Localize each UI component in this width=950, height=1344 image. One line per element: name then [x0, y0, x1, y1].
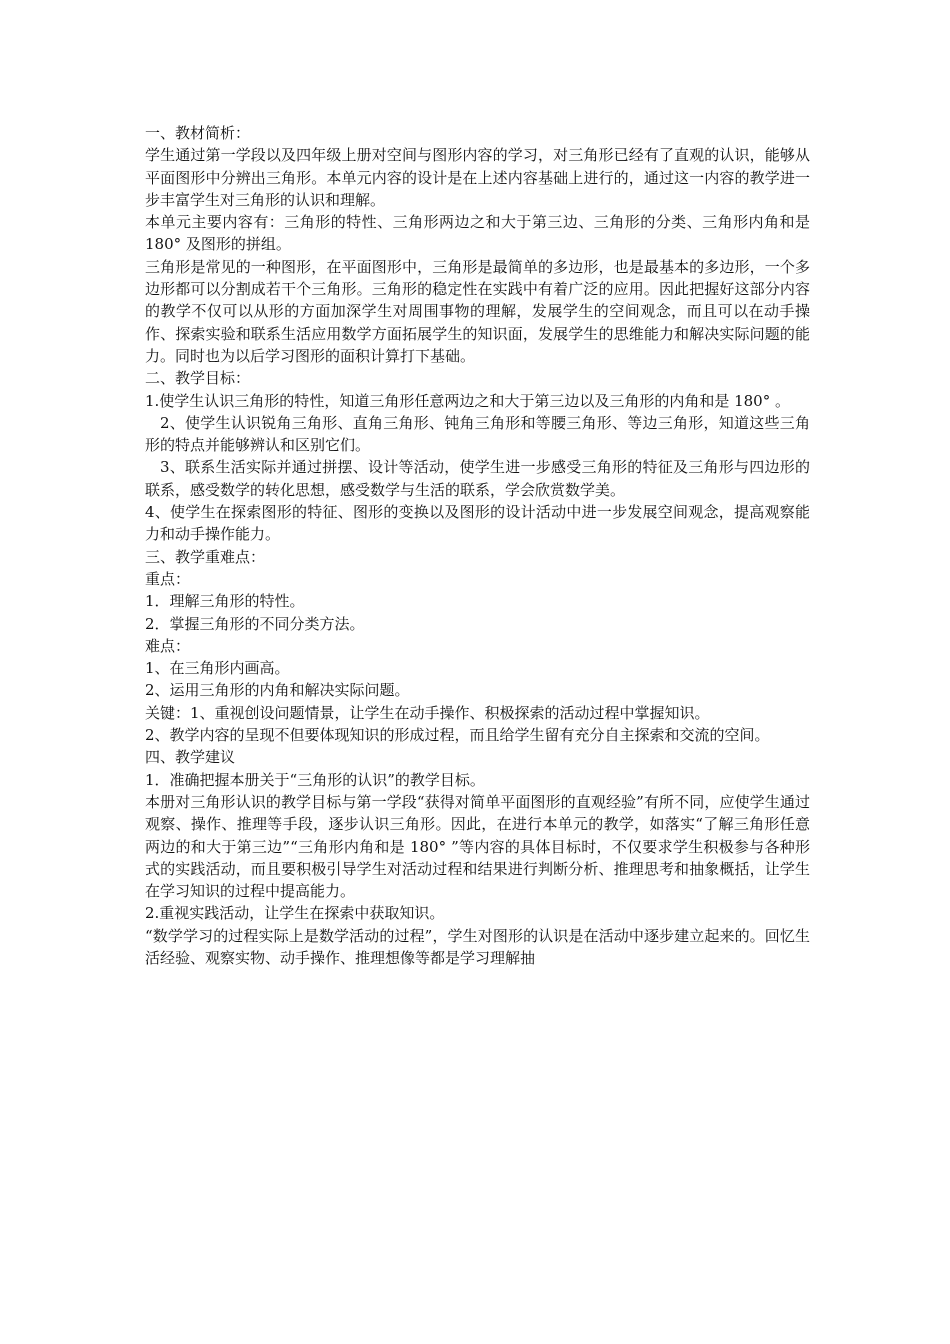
list-item: 2.重视实践活动，让学生在探索中获取知识。	[145, 904, 445, 923]
section-heading: 三、教学重难点：	[145, 547, 266, 566]
list-item: 1．理解三角形的特性。	[145, 592, 305, 611]
list-item: 1.使学生认识三角形的特性，知道三角形任意两边之和大于第三边以及三角形的内角和是 180° 。	[145, 391, 790, 410]
list-item: 1．准确把握本册关于“三角形的认识”的教学目标。	[145, 770, 485, 789]
paragraph: 三角形是常见的一种图形，在平面图形中，三角形是最简单的多边形，也是最基本的多边形，一个多边形都可以分割成若干个三角形。三角形的稳定性在实践中有着广泛的应用。因此把握好这部分内容的教学不仅可以从形的方面加深学生对周围事物的理解，发展学生的空间观念，而且可以在动手操作、探索实验和联系生活应用数学方面拓展学生的知识面，发展学生的思维能力和解决实际问题的能力。同时也为以后学习图形的面积计算打下基础。	[145, 257, 810, 365]
section-heading: 一、教材简析：	[145, 124, 251, 142]
list-item: 2、教学内容的呈现不但要体现知识的形成过程，而且给学生留有充分自主探索和交流的空间。	[145, 726, 770, 745]
paragraph: 本册对三角形认识的教学目标与第一学段“获得对简单平面图形的直观经验”有所不同，应使学生通过观察、操作、推理等手段，逐步认识三角形。因此，在进行本单元的教学，如落实“了解三角形任意两边的和大于第三边”“三角形内角和是 180° ”等内容的具体目标时，不仅要求学生积极参与各种形式的实践活动，而且要积极引导学生对活动过程和结果进行判断分析、推理思考和抽象概括，让学生在学习知识的过程中提高能力。	[145, 792, 810, 901]
list-item: 关键：1、重视创设问题情景，让学生在动手操作、积极探索的活动过程中掌握知识。	[145, 703, 710, 722]
document-body	[145, 122, 810, 969]
list-item: 2．掌握三角形的不同分类方法。	[145, 614, 365, 633]
list-item: 4、使学生在探索图形的特征、图形的变换以及图形的设计活动中进一步发展空间观念，提高观察能力和动手操作能力。	[145, 503, 810, 544]
paragraph: 学生通过第一学段以及四年级上册对空间与图形内容的学习，对三角形已经有了直观的认识，能够从平面图形中分辨出三角形。本单元内容的设计是在上述内容基础上进行的，通过这一内容的教学进一步丰富学生对三角形的认识和理解。	[145, 146, 810, 209]
paragraph: “数学学习的过程实际上是数学活动的过程”，学生对图形的认识是在活动中逐步建立起来的。回忆生活经验、观察实物、动手操作、推理想像等都是学习理解抽	[145, 926, 810, 967]
list-item: 2、运用三角形的内角和解决实际问题。	[145, 681, 410, 700]
list-item: 3、联系生活实际并通过拼摆、设计等活动，使学生进一步感受三角形的特征及三角形与四边形的联系，感受数学的转化思想，感受数学与生活的联系，学会欣赏数学美。	[145, 458, 810, 499]
paragraph: 本单元主要内容有：三角形的特性、三角形两边之和大于第三边、三角形的分类、三角形内角和是 180° 及图形的拼组。	[145, 213, 810, 254]
sub-heading: 重点：	[145, 569, 191, 588]
list-item: 2、使学生认识锐角三角形、直角三角形、钝角三角形和等腰三角形、等边三角形，知道这些三角形的特点并能够辨认和区别它们。	[145, 413, 810, 455]
section-heading: 二、教学目标：	[145, 369, 251, 388]
list-item: 1、在三角形内画高。	[145, 659, 290, 678]
sub-heading: 难点：	[145, 636, 191, 655]
section-heading: 四、教学建议	[145, 748, 236, 767]
